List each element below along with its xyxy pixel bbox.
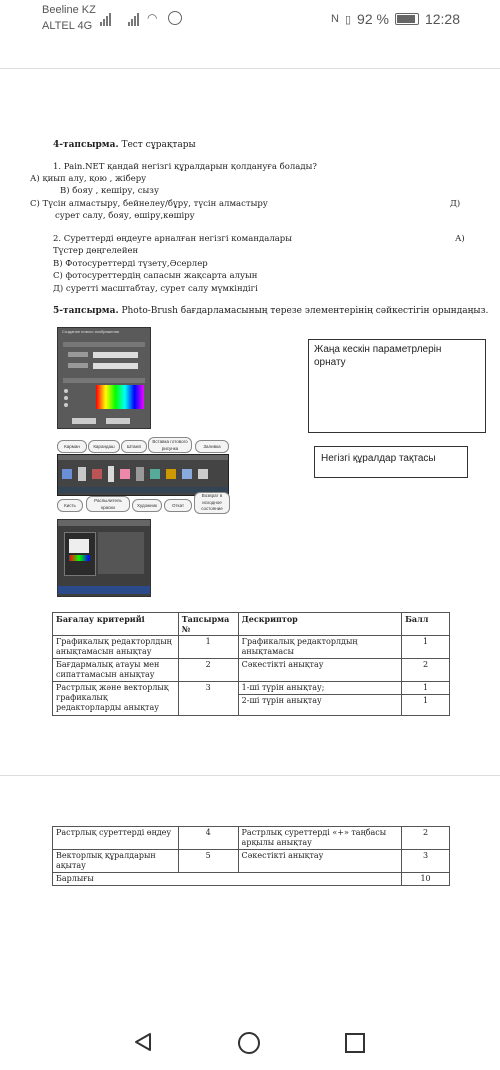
- dialog-strip: [63, 342, 145, 347]
- signal-icon: [100, 12, 111, 26]
- status-right: [331, 11, 460, 27]
- total-label: Барлығы: [53, 873, 402, 886]
- header-descriptor: Дескриптор: [238, 613, 401, 636]
- ok-button: [72, 418, 96, 424]
- tool-label-pocket: Карман: [57, 440, 87, 453]
- table-row: [53, 636, 450, 659]
- task4-heading: 4-тапсырма. Тест сұрақтары: [53, 140, 196, 150]
- cell-task-number: 1: [178, 636, 238, 659]
- header-task-number: Тапсырма №: [178, 613, 238, 636]
- wifi-icon: ◠: [147, 11, 158, 25]
- cell-descriptor: Сәкестікті анықтау: [238, 659, 401, 682]
- signal-icon: [128, 12, 139, 26]
- color-options: [63, 388, 88, 410]
- cancel-button: [106, 418, 130, 424]
- color-spectrum: [96, 385, 144, 409]
- cell-score: 2: [402, 827, 450, 850]
- height-label: [68, 363, 88, 368]
- table-row: [53, 682, 450, 695]
- nfc-icon: N: [331, 13, 339, 25]
- cell-task-number: 5: [178, 850, 238, 873]
- tool-label-artist: Художник: [132, 499, 162, 512]
- main-toolbar-picture: [57, 454, 229, 496]
- carrier-2: ALTEL 4G: [42, 20, 93, 32]
- width-label: [68, 352, 88, 357]
- page-divider: [0, 68, 500, 69]
- cell-task-number: 4: [178, 827, 238, 850]
- table-row: [53, 827, 450, 850]
- table-total-row: [53, 873, 450, 886]
- q2-option-c: С) фотосуреттердің сапасын жақсарта алуын: [53, 271, 258, 281]
- clock: 12:28: [424, 11, 460, 27]
- criteria-table: [52, 612, 450, 716]
- dialog-title: Создание нового изображения: [62, 329, 120, 334]
- header-criterion: Бағалау критерийі: [53, 613, 179, 636]
- question-2: 2. Суреттерді өңдеуге арналған негізгі командалары: [53, 234, 292, 244]
- q2-option-b: В) Фотосуреттерді түзету,Әсерлер: [53, 259, 208, 269]
- back-icon[interactable]: [132, 1031, 154, 1053]
- carrier-1: Beeline KZ: [42, 4, 96, 16]
- cell-score: 2: [402, 659, 450, 682]
- tool-label-undo: Откат: [164, 499, 192, 512]
- cell-descriptor: 2-ші түрін анықтау: [238, 695, 401, 716]
- color-strip: [63, 378, 145, 383]
- criteria-table-continued: [52, 826, 450, 886]
- q1-option-d: Д): [450, 199, 461, 209]
- table-header-row: [53, 613, 450, 636]
- tool-label-fill: Заливка: [195, 440, 229, 453]
- vibrate-icon: ▯: [344, 13, 352, 26]
- tool-label-insert: Вставка готового рисунка: [148, 437, 192, 453]
- status-bar: [0, 0, 500, 40]
- cell-descriptor: Сәкестікті анықтау: [238, 850, 402, 873]
- navigator-window-picture: [57, 519, 151, 597]
- cell-descriptor: Графикалық редакторлдың анықтамасы: [238, 636, 401, 659]
- tool-label-pencil: Карандаш: [88, 440, 120, 453]
- android-nav-bar: [0, 1015, 500, 1070]
- cell-score: 1: [402, 636, 450, 659]
- tool-label-stamp: Штамп: [121, 440, 147, 453]
- q1-option-a: А) қиып алу, қою , жіберу: [30, 174, 147, 184]
- header-score: Балл: [402, 613, 450, 636]
- q2-option-d: Д) суретті масштабтау, сурет салу мүмкіндігі: [53, 284, 258, 294]
- cell-criterion: Бағдармалық атауы мен сипаттамасын анықтау: [53, 659, 179, 682]
- height-field: [93, 363, 138, 369]
- tool-label-brush: Кисть: [57, 499, 83, 512]
- cell-criterion: Векторлық құралдарын ақытау: [53, 850, 179, 873]
- cell-criterion: Растрлық және векторлық графикалық редакторларды анықтау: [53, 682, 179, 716]
- home-icon[interactable]: [237, 1031, 261, 1055]
- answer-box-2-text: Негізгі құралдар тақтасы: [321, 453, 436, 464]
- total-value: 10: [402, 873, 450, 886]
- cell-task-number: 2: [178, 659, 238, 682]
- new-image-dialog-picture: [57, 327, 151, 429]
- q2-option-a: А): [455, 234, 465, 244]
- cell-descriptor: 1-ші түрін анықтау;: [238, 682, 401, 695]
- page-divider: [0, 775, 500, 776]
- cell-score: 1: [402, 682, 450, 695]
- cell-task-number: 3: [178, 682, 238, 716]
- q1-option-d-text: сурет салу, бояу, өшіру,көшіру: [55, 211, 195, 221]
- tool-label-restore: Возврат в исходное состояние: [194, 492, 230, 514]
- battery-level: 92 %: [357, 11, 389, 27]
- table-row: [53, 659, 450, 682]
- cell-score: 1: [402, 695, 450, 716]
- recents-icon[interactable]: [344, 1032, 366, 1054]
- answer-box-1: [308, 339, 486, 433]
- q1-option-b: В) бояу , кешіру, сызу: [60, 186, 159, 196]
- answer-box-1-text: Жаңа кескін параметрлерін орнату: [314, 344, 442, 368]
- q2-option-a-text: Түстер дөңгелейен: [53, 246, 139, 256]
- q1-option-c: С) Түсін алмастыру, бейнелеу/бұру, түсін алмастыру: [30, 199, 268, 209]
- cell-criterion: Растрлық суреттерді өңдеу: [53, 827, 179, 850]
- cell-descriptor: Растрлық суреттерді «+» таңбасы арқылы анықтау: [238, 827, 402, 850]
- cell-criterion: Графикалық редакторлдың анықтамасын анықтау: [53, 636, 179, 659]
- whatsapp-icon: [168, 11, 182, 25]
- tool-label-spray: Распылитель краски: [86, 496, 130, 512]
- battery-icon: [395, 13, 419, 25]
- table-row: [53, 850, 450, 873]
- width-field: [93, 352, 138, 358]
- cell-score: 3: [402, 850, 450, 873]
- answer-box-2: [314, 446, 468, 478]
- question-1: 1. Pain.NET қандай негізгі құралдарын қолдануға болады?: [53, 162, 317, 172]
- task5-heading: 5-тапсырма. Photo-Brush бағдарламасының терезе элементерінің сәйкестігін орындаңыз.: [53, 306, 489, 316]
